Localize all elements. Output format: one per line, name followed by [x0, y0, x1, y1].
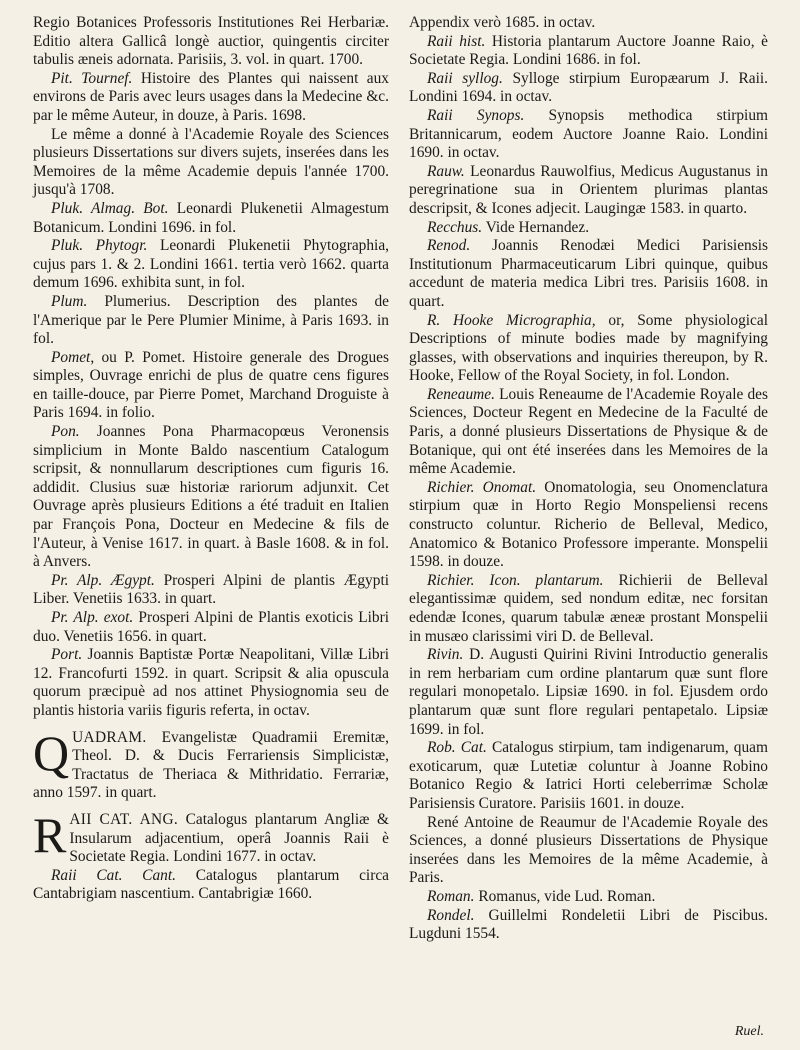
entry-plum: Plum. Plumerius. Description des plantes de l'Amerique par le Pere Plumier Minime, à Paris 1693. in fol.: [33, 292, 389, 348]
entry-richier-icon: Richier. Icon. plantarum. Richierii de Belleval elegantissimæ quidem, sed nondum editæ, nec forsitan edendæ Icones, quarum tabulæ æneæ prostant Monspelii in musæo clarissimi viri D. de Belleval.: [409, 571, 768, 645]
entry-raii-syllog: Raii syllog. Sylloge stirpium Europæarum J. Raii. Londini 1694. in octav.: [409, 69, 768, 106]
section-q-quadram: QUADRAM. Evangelistæ Quadramii Eremitæ, Theol. D. & Ducis Ferrariensis Simplicistæ, Tractatus de Theriaca & Mithridatio. Ferrariæ, anno 1597. in quart.: [33, 724, 389, 802]
entry-pluk-phytogr: Pluk. Phytogr. Leonardi Plukenetii Phytographia, cujus pars 1. & 2. Londini 1661. tertia verò 1662. quarta demum 1696. exhibita sunt, in fol.: [33, 237, 389, 292]
entry-rob-cat: Rob. Cat. Catalogus stirpium, tam indigenarum, quam exoticarum, quæ Lutetiæ coluntur à Joanne Robino Botanico Regio & Iatrici Horti celeberrimæ Scholæ Parisiensis Curatore. Parisiis 1601. in douze.: [409, 739, 768, 812]
entry-roman: Roman. Romanus, vide Lud. Roman.: [427, 887, 656, 905]
quadram-heading: UADRAM.: [72, 728, 147, 746]
entry-raii-cant: Raii Cat. Cant. Catalogus plantarum circa Cantabrigiam nascentium. Cantabrigiæ 1660.: [33, 866, 389, 903]
entry-pomet: Pomet, ou P. Pomet. Histoire generale des Drogues simples, Ouvrage enrichi de plus de quatre cens figures en taille-douce, par Pierre Pomet, Marchand Droguiste à Paris 1694. in folio.: [33, 348, 389, 422]
entry-appendix: Appendix verò 1685. in octav.: [409, 14, 596, 31]
entry-pit-tournef: Pit. Tournef. Histoire des Plantes qui naissent aux environs de Paris avec leurs usages dans la Medecine &c. par le même Auteur, in douze, à Paris. 1698.: [33, 69, 389, 124]
entry-richier-onomat: Richier. Onomat. Onomatologia, seu Onomenclatura stirpium quæ in Horto Regio Monspeliensi recens constructo coluntur. Richerio de Belleval, Medico, Anatomico & Botanico Professore imperante. Monspelii 1598. in douze.: [409, 478, 768, 571]
entry-hooke: R. Hooke Micrographia, or, Some physiological Descriptions of minute bodies made by magnifying glasses, with observations and inquiries thereupon, by R. Hooke, Fellow of the Royal Society, in fol. London.: [409, 311, 768, 385]
entry-pluk-almag: Pluk. Almag. Bot. Leonardi Plukenetii Almagestum Botanicum. Londini 1696. in fol.: [33, 199, 389, 236]
entry-rondel: Rondel. Guillelmi Rondeletii Libri de Piscibus. Lugduni 1554.: [409, 906, 768, 943]
entry-continuation: Regio Botanices Professoris Institutiones Rei Herbariæ. Editio altera Gallicâ longè auctior, quingentis circiter tabulis æneis adornata. Parisiis, 3. vol. in quart. 1700.: [33, 14, 389, 69]
entry-port: Port. Joannis Baptistæ Portæ Neapolitani, Villæ Libri 12. Francofurti 1592. in quart. Scripsit & alia opuscula quorum præcipuè ad nos attinet Physiognomia seu de plantis historia variis figuris referta, in octav.: [33, 646, 389, 719]
entry-rivin: Rivin. D. Augusti Quirini Rivini Introductio generalis in rem herbariam cum ordine plantarum quæ sunt flore regulari monopetalo. Lipsiæ 1690. in fol. Ejusdem ordo plantarum quæ sunt flore regulari pentapetalo. Lipsiæ 1699. in fol.: [409, 646, 768, 738]
entry-pon: Pon. Joannes Pona Pharmacopœus Veronensis simplicium in Monte Baldo nascentium Catalogum scripsit, & nonnullarum descriptiones cum figuris 16. addidit. Clusius suæ historiæ rariorum adjunxit. Cet Ouvrage après plusieurs Editions a été traduit en Italien par François Pona, Docteur en Medecine & fils de l'Auteur, à Venise 1617. in quart. à Basle 1608. & in fol. à Anvers.: [33, 423, 389, 571]
section-r-raii: RAII CAT. ANG. Catalogus plantarum Angliæ & Insularum adjacentium, operâ Joannis Raii è Societate Regia. Londini 1677. in octav.: [33, 806, 389, 866]
catchword: Ruel.: [734, 1024, 764, 1039]
entry-reneaume: Reneaume. Louis Reneaume de l'Academie Royale des Sciences, Docteur Regent en Medecine de la Faculté de Paris, a donné plusieurs Dissertations de Physique & de Botanique, qui ont été inserées dans les Memoires de la même Academie.: [409, 385, 768, 478]
drop-cap-r: R: [33, 806, 67, 863]
entry-pr-alp-exot: Pr. Alp. exot. Prosperi Alpini de Plantis exoticis Libri duo. Venetiis 1656. in quart.: [33, 609, 389, 645]
entry-raii-hist: Raii hist. Historia plantarum Auctore Joanne Raio, è Societate Regia. Londini 1686. in fol.: [409, 32, 769, 69]
entry-reaumur: René Antoine de Reaumur de l'Academie Royale des Sciences, a donné plusieurs Dissertations de Physique inserées dans les Memoires de la même Academie, à Paris.: [409, 813, 768, 887]
left-column: [33, 14, 389, 904]
entry-academie: Le même a donné à l'Academie Royale des Sciences plusieurs Dissertations sur divers sujets, inserées dans les Memoires de la même Academie depuis l'année 1700. jusqu'à 1708.: [33, 125, 389, 199]
entry-rauw: Rauw. Leonardus Rauwolfius, Medicus Augustanus in peregrinatione sua in Orientem plurimas plantas descripsit, & Icones adjecit. Laugingæ 1583. in quarto.: [409, 162, 768, 217]
entry-pr-alp-aegypt: Pr. Alp. Ægypt. Prosperi Alpini de plantis Ægypti Liber. Venetiis 1633. in quart.: [33, 571, 389, 608]
drop-cap-q: Q: [33, 724, 70, 781]
entry-raii-synops: Raii Synops. Synopsis methodica stirpium Britannicarum, eodem Auctore Joanne Raio. Londini 1690. in octav.: [409, 106, 768, 162]
entry-renod: Renod. Joannis Renodæi Medici Parisiensis Institutionum Pharmaceuticarum Libri quinque, quibus accedunt de materia medica Libri tres. Parisiis 1608. in quart.: [409, 237, 768, 310]
raii-heading: AII CAT. ANG.: [69, 810, 179, 828]
entry-recchus: Recchus. Vide Hernandez.: [427, 218, 590, 236]
right-column: [409, 14, 768, 944]
